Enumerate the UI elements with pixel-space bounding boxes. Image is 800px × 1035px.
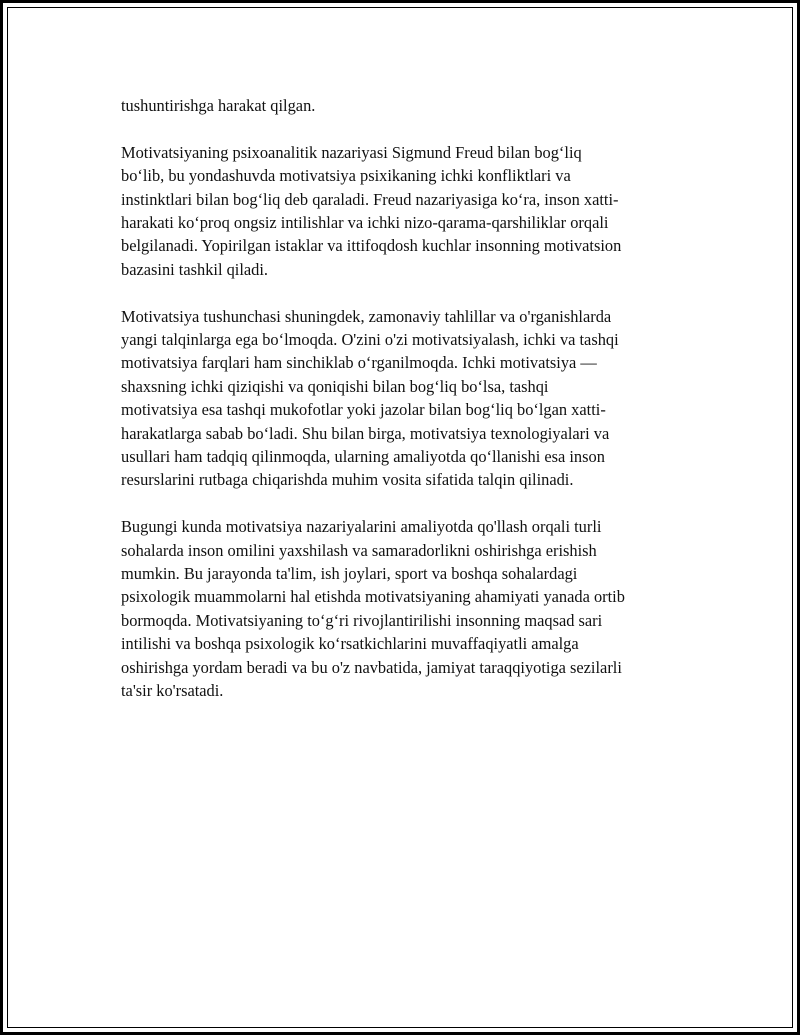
document-body <box>121 91 701 703</box>
text-line: usullari ham tadqiq qilinmoqda, ularning amaliyotda qo‘llanishi esa inson <box>121 447 605 467</box>
text-line: shaxsning ichki qiziqishi va qoniqishi bilan bog‘liq bo‘lsa, tashqi <box>121 376 549 396</box>
text-line: Motivatsiya tushunchasi shuningdek, zamonaviy tahlillar va o'rganishlarda <box>121 306 612 326</box>
paragraph-continuation <box>121 94 701 117</box>
text-line: tushuntirishga harakat qilgan. <box>121 96 316 115</box>
text-line: harakatlarga sabab bo‘ladi. Shu bilan birga, motivatsiya texnologiyalari va <box>121 423 610 443</box>
text-line: bormoqda. Motivatsiyaning to‘g‘ri rivojlantirilishi insonning maqsad sari <box>121 610 603 630</box>
text-line: bazasini tashkil qiladi. <box>121 259 269 279</box>
text-line: harakati ko‘proq ongsiz intilishlar va ichki nizo-qarama-qarshiliklar orqali <box>121 213 609 233</box>
text-line: motivatsiya farqlari ham sinchiklab o‘rganilmoqda. Ichki motivatsiya — <box>121 353 597 373</box>
paragraph-psychoanalytic-theory <box>121 141 701 281</box>
text-line: Motivatsiyaning psixoanalitik nazariyasi Sigmund Freud bilan bog‘liq <box>121 142 582 162</box>
text-line: instinktlari bilan bog‘liq deb qaraladi. Freud nazariyasiga ko‘ra, inson xatti- <box>121 189 619 209</box>
text-line: Bugungi kunda motivatsiya nazariyalarini amaliyotda qo'llash orqali turli <box>121 517 602 537</box>
text-line: yangi talqinlarga ega bo‘lmoqda. O'zini o'zi motivatsiyalash, ichki va tashqi <box>121 330 619 350</box>
text-line: sohalarda inson omilini yaxshilash va samaradorlikni oshirishga erishish <box>121 540 597 560</box>
text-line: psixologik muammolarni hal etishda motivatsiyaning ahamiyati yanada ortib <box>121 587 625 607</box>
text-line: resurslarini rutbaga chiqarishda muhim vosita sifatida talqin qilinadi. <box>121 470 574 490</box>
text-line: oshirishga yordam beradi va bu o'z navbatida, jamiyat taraqqiyotiga sezilarli <box>121 657 622 677</box>
paragraph-practical-application <box>121 515 701 702</box>
text-line: intilishi va boshqa psixologik ko‘rsatkichlarini muvaffaqiyatli amalga <box>121 634 579 654</box>
text-line: ta'sir ko'rsatadi. <box>121 681 224 701</box>
paragraph-modern-interpretations <box>121 305 701 492</box>
text-line: bo‘lib, bu yondashuvda motivatsiya psixikaning ichki konfliktlari va <box>121 166 571 186</box>
text-line: motivatsiya esa tashqi mukofotlar yoki jazolar bilan bog‘liq bo‘lgan xatti- <box>121 400 606 420</box>
text-line: mumkin. Bu jarayonda ta'lim, ish joylari, sport va boshqa sohalardagi <box>121 564 578 584</box>
text-line: belgilanadi. Yopirilgan istaklar va ittifoqdosh kuchlar insonning motivatsion <box>121 236 622 256</box>
